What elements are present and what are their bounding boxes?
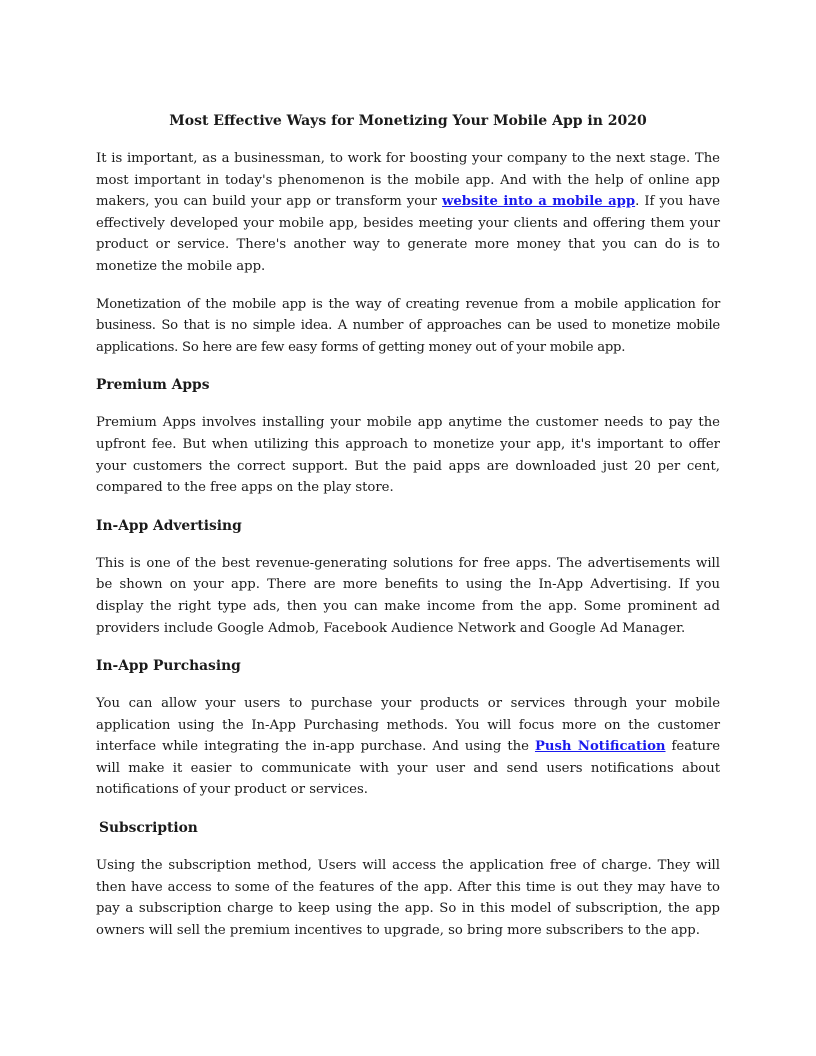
- purchasing-text-after: feature will make it easier to communicate with your user and send users notifications about notifications of your product or services.: [96, 739, 720, 798]
- purchasing-text-before: You can allow your users to purchase your products or services through your mobile application using the In-App Purchasing methods. You will focus more on the customer interface while integrating the in-app purchase. And using the: [96, 696, 720, 755]
- document-title: Most Effective Ways for Monetizing Your Mobile App in 2020: [169, 113, 647, 129]
- subscription-paragraph: Using the subscription method, Users will access the application free of charge. They will then have access to some of the features of the app. After this time is out they may have to pay a subscription charge to keep using the app. So in this model of subscription, the app owners will sell the premium incentives to upgrade, so bring more subscribers to the app.: [96, 858, 720, 938]
- heading-in-app-advertising: In-App Advertising: [96, 517, 242, 534]
- intro-paragraph: [96, 148, 720, 278]
- heading-in-app-purchasing: In-App Purchasing: [96, 658, 241, 675]
- push-notification-link[interactable]: Push Notification: [534, 739, 666, 755]
- intro-text-before: It is important, as a businessman, to work for boosting your company to the next stage. The most important in today's phenomenon is the mobile app. And with the help of online app makers, you can build your app or transform your: [96, 151, 720, 210]
- heading-premium-apps: Premium Apps: [96, 377, 210, 394]
- premium-apps-paragraph: Premium Apps involves installing your mobile app anytime the customer needs to pay the upfront fee. But when utilizing this approach to monetize your app, it's important to offer your customers the correct support. But the paid apps are downloaded just 20 per cent, compared to the free apps on the play store.: [96, 415, 720, 496]
- website-to-app-link[interactable]: website into a mobile app: [442, 194, 636, 210]
- document-page: [96, 110, 720, 957]
- intro-text-after: . If you have effectively developed your mobile app, besides meeting your clients and offering them your product or service. There's another way to generate more money that you can do is to monetize the mobile app.: [96, 194, 720, 274]
- monetization-paragraph: Monetization of the mobile app is the way of creating revenue from a mobile application for business. So that is no simple idea. A number of approaches can be used to monetize mobile applications. So here are few easy forms of getting money out of your mobile app.: [96, 296, 720, 355]
- heading-subscription: Subscription: [99, 820, 198, 837]
- in-app-purchasing-paragraph: [96, 693, 720, 801]
- in-app-advertising-paragraph: This is one of the best revenue-generating solutions for free apps. The advertisements will be shown on your app. There are more benefits to using the In-App Advertising. If you display the right type ads, then you can make income from the app. Some prominent ad providers include Google Admob, Facebook Audience Network and Google Ad Manager.: [96, 555, 720, 636]
